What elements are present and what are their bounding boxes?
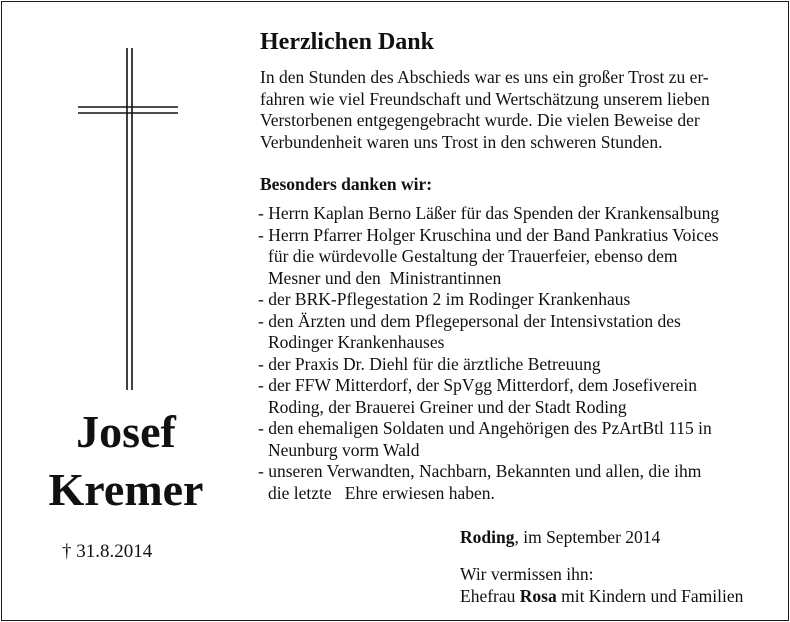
thanks-line: - der FFW Mitterdorf, der SpVgg Mitterdorf, dem Josefiverein bbox=[258, 375, 698, 395]
thanks-line: - der Praxis Dr. Diehl für die ärztliche Betreuung bbox=[258, 353, 601, 374]
thanks-line: - unseren Verwandten, Nachbarn, Bekannten und allen, die ihm bbox=[258, 461, 702, 481]
thanks-line: Roding, der Brauerei Greiner und der Stadt Roding bbox=[268, 396, 627, 417]
deceased-last-name: Kremer bbox=[48, 464, 204, 515]
thanks-subheading: Besonders danken wir: bbox=[260, 174, 433, 194]
thanks-line: Neunburg vorm Wald bbox=[268, 439, 420, 460]
signature-suffix: mit Kindern und Familien bbox=[556, 586, 744, 606]
widow-name: Rosa bbox=[519, 586, 557, 606]
death-date: † 31.8.2014 bbox=[62, 541, 153, 562]
place-name: Roding bbox=[460, 527, 515, 547]
intro-line: Verstorbenen entgegengebracht wurde. Die vielen Beweise der bbox=[260, 110, 700, 130]
place-date-suffix: , im September 2014 bbox=[514, 527, 661, 547]
intro-line: Verbundenheit waren uns Trost in den schweren Stunden. bbox=[260, 131, 663, 152]
thanks-line: - den ehemaligen Soldaten und Angehörigen des PzArtBtl 115 in bbox=[258, 418, 712, 438]
cross-icon bbox=[2, 2, 242, 402]
miss-line: Wir vermissen ihn: bbox=[460, 564, 594, 584]
place-date-line bbox=[460, 526, 660, 548]
deceased-first-name: Josef bbox=[76, 406, 176, 457]
intro-paragraph bbox=[260, 67, 770, 153]
thanks-line: - Herrn Kaplan Berno Läßer für das Spenden der Krankensalbung bbox=[258, 203, 720, 223]
thanks-line: - den Ärzten und dem Pflegepersonal der Intensivstation des bbox=[258, 310, 681, 331]
thanks-line: für die würdevolle Gestaltung der Trauerfeier, ebenso dem bbox=[268, 246, 678, 266]
thanks-line: Mesner und den Ministrantinnen bbox=[268, 267, 502, 288]
obituary-card bbox=[1, 1, 789, 621]
thanks-line: die letzte Ehre erwiesen haben. bbox=[268, 482, 495, 503]
thanks-line: Rodinger Krankenhauses bbox=[268, 332, 445, 352]
signature-line bbox=[460, 585, 743, 607]
notice-title: Herzlichen Dank bbox=[260, 29, 434, 55]
thanks-line: - der BRK-Pflegestation 2 im Rodinger Krankenhaus bbox=[258, 289, 631, 309]
thanks-line: - Herrn Pfarrer Holger Kruschina und der Band Pankratius Voices bbox=[258, 224, 719, 245]
intro-line: fahren wie viel Freundschaft und Wertschätzung unserem lieben bbox=[260, 88, 710, 109]
thanks-list bbox=[258, 203, 778, 504]
intro-line: In den Stunden des Abschieds war es uns ein großer Trost zu er- bbox=[260, 67, 709, 87]
signature-prefix: Ehefrau bbox=[460, 586, 520, 606]
